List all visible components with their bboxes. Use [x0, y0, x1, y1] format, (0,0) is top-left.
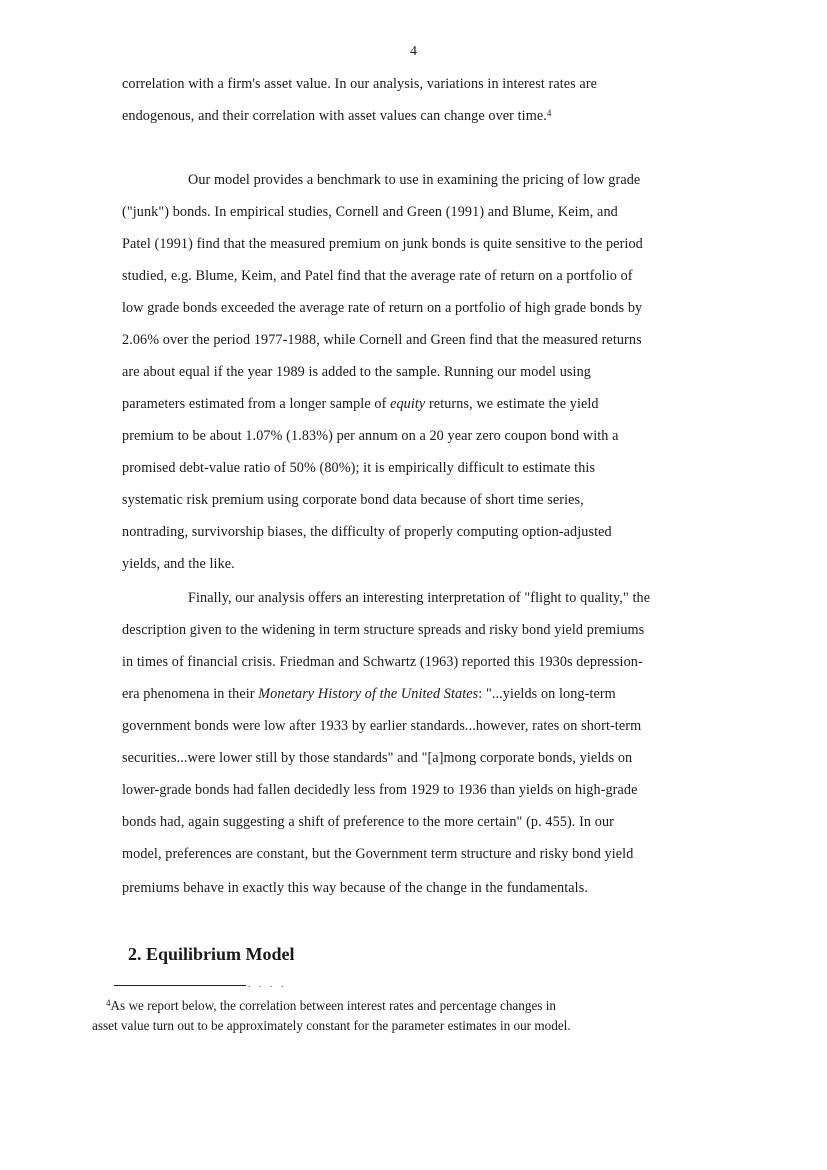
text-line	[122, 396, 599, 413]
text-line: studied, e.g. Blume, Keim, and Patel find that the average rate of return on a portfolio of	[122, 268, 633, 284]
text-line: systematic risk premium using corporate bond data because of short time series,	[122, 492, 584, 508]
text-line: promised debt-value ratio of 50% (80%); it is empirically difficult to estimate this	[122, 460, 596, 476]
text-segment: era phenomena in their	[122, 686, 259, 702]
text-line: 2.06% over the period 1977-1988, while Cornell and Green find that the measured returns	[122, 332, 642, 348]
text-line: nontrading, survivorship biases, the difficulty of properly computing option-adjusted	[122, 524, 612, 540]
text-segment: returns, we estimate the yield	[425, 396, 599, 412]
text-line: government bonds were low after 1933 by earlier standards...however, rates on short-term	[122, 718, 642, 734]
text-line: model, preferences are constant, but the Government term structure and risky bond yield	[122, 846, 634, 862]
footnote-line	[106, 998, 556, 1014]
text-line	[122, 108, 552, 125]
footnote-divider-dots: . . . .	[248, 979, 287, 990]
emphasis-equity: equity	[390, 396, 426, 412]
section-heading: 2. Equilibrium Model	[128, 944, 295, 964]
book-title: Monetary History of the United States	[258, 686, 479, 702]
footnote-text: As we report below, the correlation between interest rates and percentage changes in	[110, 998, 556, 1013]
text-line: description given to the widening in term structure spreads and risky bond yield premiums	[122, 622, 645, 638]
text-line: premium to be about 1.07% (1.83%) per annum on a 20 year zero coupon bond with a	[122, 428, 619, 444]
text-line: are about equal if the year 1989 is added to the sample. Running our model using	[122, 364, 591, 380]
text-line: Finally, our analysis offers an interesting interpretation of "flight to quality," the	[188, 590, 651, 606]
text-line: bonds had, again suggesting a shift of preference to the more certain" (p. 455). In our	[122, 814, 614, 830]
text-line: ("junk") bonds. In empirical studies, Cornell and Green (1991) and Blume, Keim, and	[122, 204, 618, 220]
text-line	[122, 686, 616, 703]
text-line: Patel (1991) find that the measured premium on junk bonds is quite sensitive to the period	[122, 236, 643, 252]
footnote-marker: 4	[106, 998, 111, 1008]
text-segment: : "...yields on long-term	[478, 686, 616, 702]
text-line: premiums behave in exactly this way because of the change in the fundamentals.	[122, 880, 588, 896]
footnote-line: asset value turn out to be approximately constant for the parameter estimates in our model.	[92, 1018, 571, 1033]
page-number: 4	[410, 44, 417, 59]
footnote-divider	[114, 985, 246, 986]
text-line: Our model provides a benchmark to use in examining the pricing of low grade	[188, 172, 641, 188]
text-line: correlation with a firm's asset value. In our analysis, variations in interest rates are	[122, 76, 598, 92]
text-line: lower-grade bonds had fallen decidedly less from 1929 to 1936 than yields on high-grade	[122, 782, 638, 798]
text-segment: parameters estimated from a longer sample of	[122, 396, 391, 412]
footnote-marker: 4	[546, 108, 552, 118]
text-line: securities...were lower still by those standards" and "[a]mong corporate bonds, yields on	[122, 750, 633, 766]
text-line: yields, and the like.	[122, 556, 235, 572]
text-line: in times of financial crisis. Friedman and Schwartz (1963) reported this 1930s depression-	[122, 654, 643, 670]
text-segment: endogenous, and their correlation with asset values can change over time.	[122, 108, 547, 124]
text-line: low grade bonds exceeded the average rate of return on a portfolio of high grade bonds by	[122, 300, 643, 316]
